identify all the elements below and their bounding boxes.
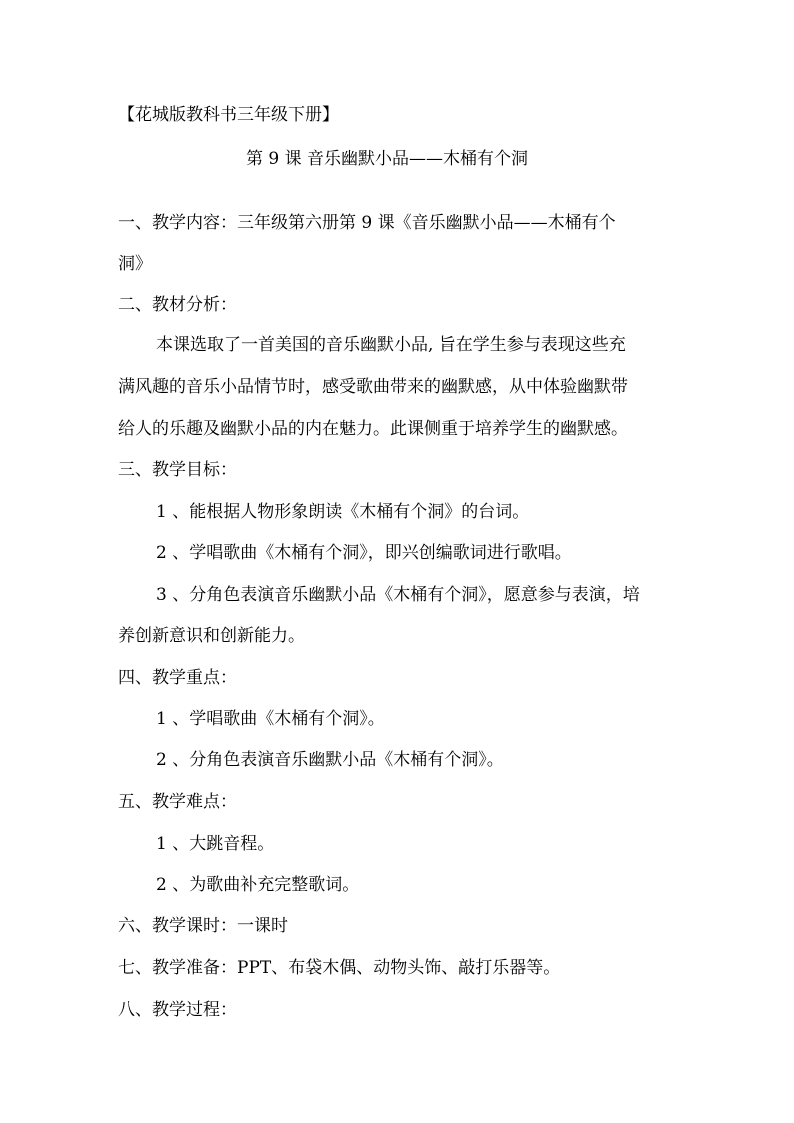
section5-item2: 2 、为歌曲补充完整歌词。 [156,875,360,895]
section5-heading: 五、教学难点： [118,792,237,812]
section4-item2: 2 、分角色表演音乐幽默小品《木桶有个洞》。 [156,750,504,770]
section8-heading: 八、教学过程： [118,1000,237,1020]
section3-item2: 2 、学唱歌曲《木桶有个洞》，即兴创编歌词进行歌唱。 [156,543,572,563]
section2-heading: 二、教材分析： [118,295,237,315]
section7-text: 七、教学准备：PPT、布袋木偶、动物头饰、敲打乐器等。 [118,958,561,978]
section2-para-line1: 本课选取了一首美国的音乐幽默小品, 旨在学生参与表现这些充 [156,335,626,355]
section1-line1: 一、教学内容：三年级第六册第 9 课《音乐幽默小品——木桶有个 [118,213,616,233]
section3-heading: 三、教学目标： [118,460,237,480]
section4-item1: 1 、学唱歌曲《木桶有个洞》。 [156,709,385,729]
header-tag: 【花城版教科书三年级下册】 [118,105,339,125]
section5-item1: 1 、大跳音程。 [156,834,275,854]
section4-heading: 四、教学重点： [118,668,237,688]
section2-para-line2: 满风趣的音乐小品情节时，感受歌曲带来的幽默感，从中体验幽默带 [118,377,628,397]
section2-para-line3: 给人的乐趣及幽默小品的内在魅力。此课侧重于培养学生的幽默感。 [118,419,628,439]
lesson-title: 第 9 课 音乐幽默小品——木桶有个洞 [246,149,529,169]
section3-item3-line2: 养创新意识和创新能力。 [118,626,305,646]
section6-text: 六、教学课时：一课时 [118,916,288,936]
section3-item3-line1: 3 、分角色表演音乐幽默小品《木桶有个洞》，愿意参与表演，培 [156,585,640,605]
section3-item1: 1 、能根据人物形象朗读《木桶有个洞》的台词。 [156,502,530,522]
section1-line2: 洞》 [118,254,152,274]
